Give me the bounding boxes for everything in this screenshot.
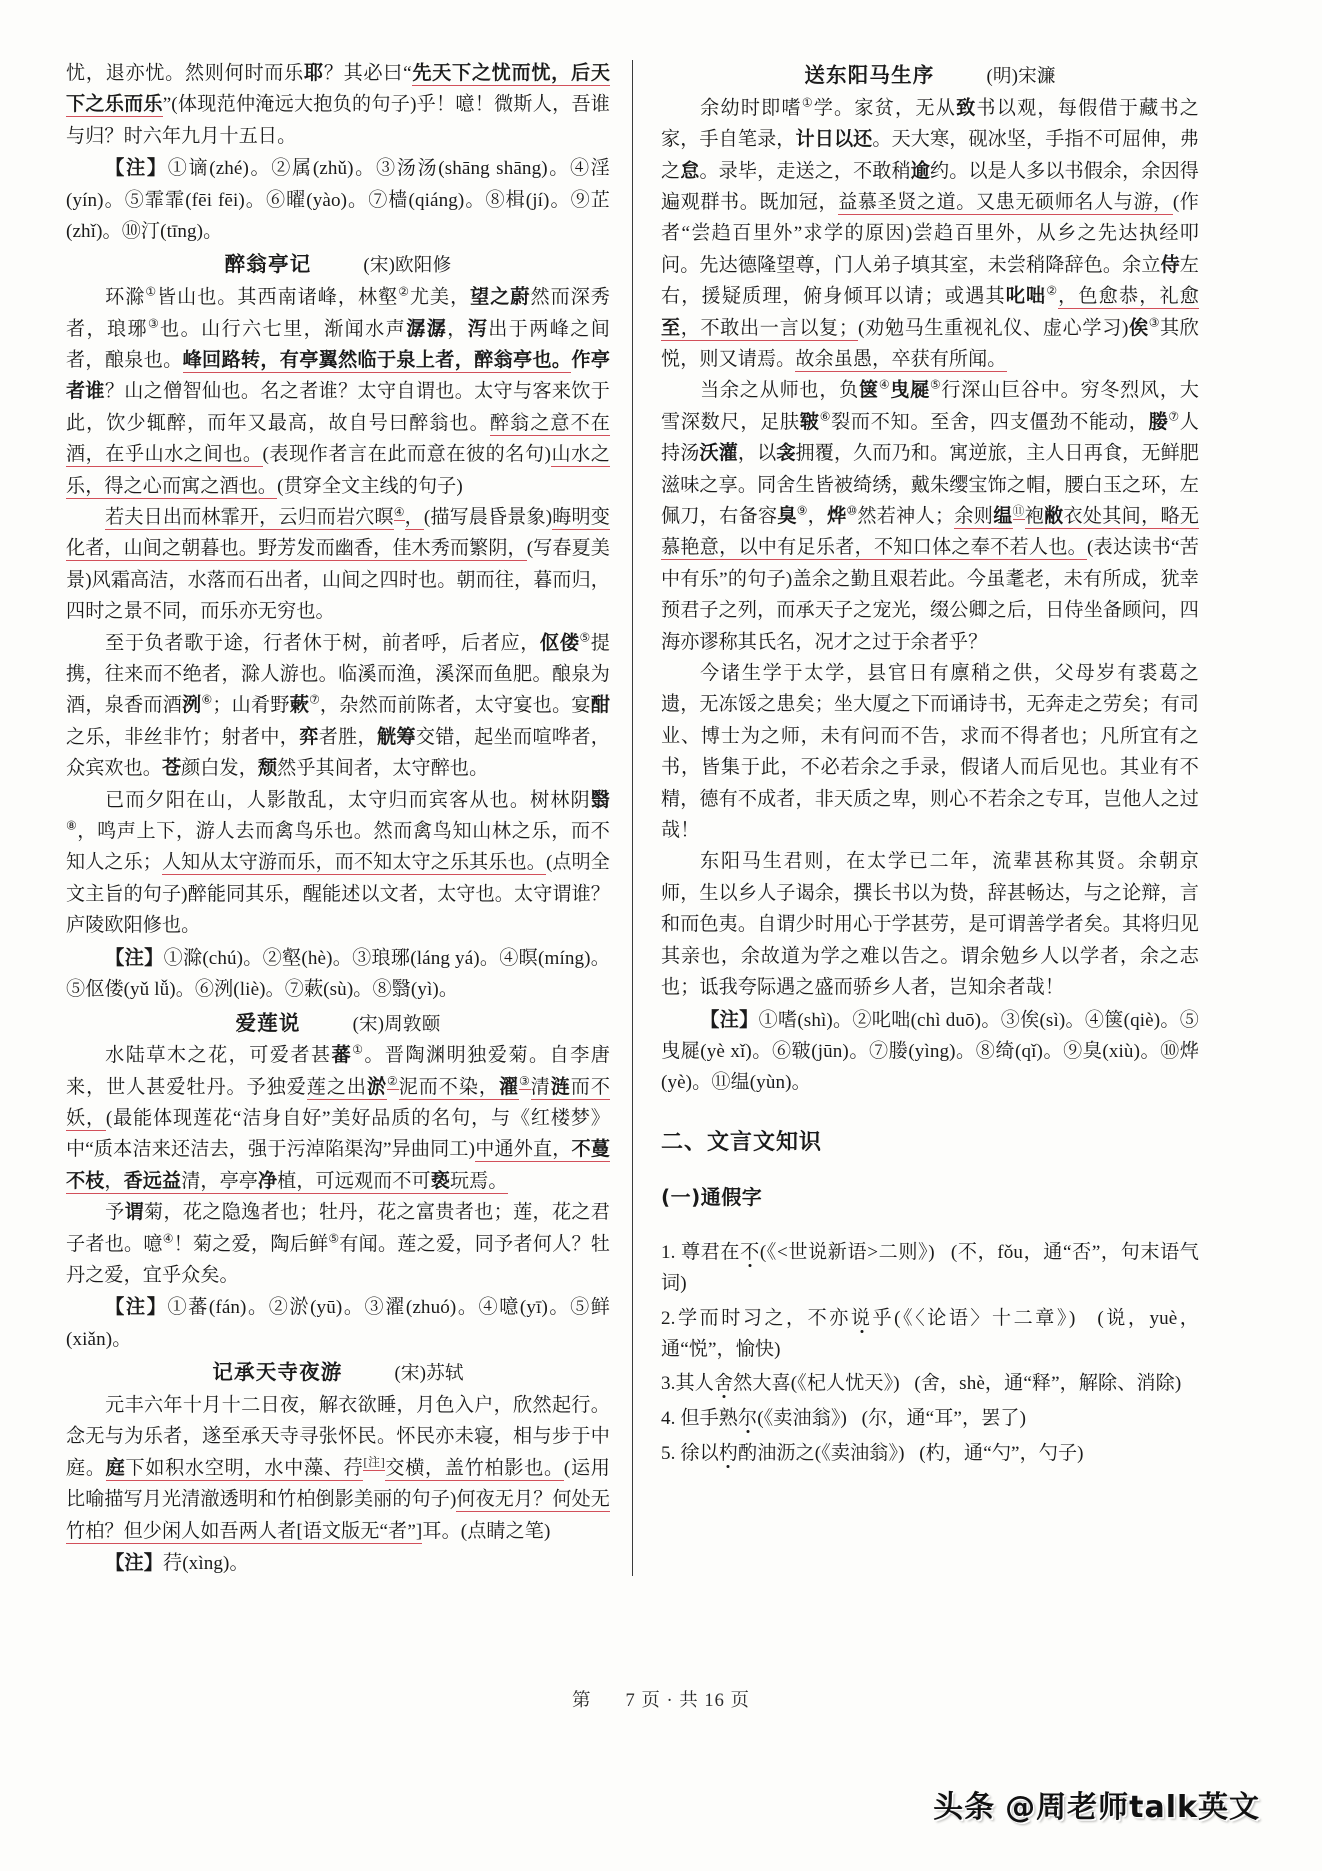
songdongyang-paragraph-1 (661, 93, 1199, 376)
dotted-char: 尔 (738, 1408, 758, 1430)
text-run: ；山肴野 (212, 695, 290, 717)
keyword: 洌 (182, 695, 202, 717)
page-footer (0, 1686, 1322, 1712)
keyword: 衾 (776, 443, 796, 465)
watermark (933, 1782, 1260, 1826)
item-number: 5. (661, 1443, 676, 1465)
note-label: 【注】 (105, 945, 164, 969)
text-run: 尊君在 (680, 1241, 741, 1263)
text-run: 徐以 (680, 1443, 719, 1465)
highlighted-quote: 泥而不染， (398, 1076, 499, 1098)
text-run: ！菊之爱，陶后鲜 (173, 1233, 329, 1255)
footnote-marker: ④ (878, 378, 891, 393)
note-text: ①蕃(fán)。②淤(yū)。③濯(zhuó)。④噫(yī)。⑤鲜(xiǎn)。 (66, 1297, 610, 1350)
highlighted-quote: 衣处其间，略无慕艳意，以中有足乐者，不知口体之奉不若人也。 (661, 506, 1200, 559)
footnote-marker: ⑤ (930, 378, 942, 393)
keyword: 逾 (910, 160, 931, 182)
text-run: 出于两峰之间者，酿泉也。 (66, 318, 611, 371)
note-text: ①滁(chú)。②壑(hè)。③琅琊(láng yá)。④暝(míng)。⑤伛偻(yǔ lǚ)。⑥洌(liè)。⑦蔌(sù)。⑧翳(yì)。 (66, 947, 610, 1001)
annotation-gloss: (劝勉马生重视礼仪、虚心学习) (858, 317, 1129, 339)
text-run: 耳。(点睛之笔) (422, 1520, 551, 1542)
text-run: 学而时习之，不亦 (675, 1307, 851, 1329)
keyword-ye: 耶 (303, 63, 324, 84)
highlighted-quote: ，色愈恭，礼愈 (1058, 286, 1199, 308)
watermark-handle: @周老师talk英文 (1005, 1790, 1260, 1825)
songdongyang-notes (661, 1004, 1199, 1099)
highlighted-quote: 下如积水空明，水中藻、荇 (125, 1457, 364, 1479)
text-run: 菊，花之隐逸者也；牡丹，花之富贵者也；莲，花之君子者也。噫 (66, 1202, 610, 1255)
footnote-marker: ① (801, 95, 814, 110)
dotted-char: 不 (740, 1241, 760, 1263)
footnote-marker: ② (1046, 283, 1059, 298)
footnote-marker: ④ (393, 504, 405, 519)
keyword: 媵 (1148, 411, 1169, 433)
highlighted-quote: 人知从太守游而乐，而不知太守之乐其乐也。 (161, 852, 546, 874)
text-run: 提携，往来而不绝者，滁人游也。临溪而渔，溪深而鱼肥。酿泉为酒，泉香而酒 (66, 632, 610, 717)
keyword: 沃灌 (699, 443, 738, 465)
source-citation: (《〈论语〉十二章》) (894, 1307, 1076, 1329)
highlighted-quote: 余则 (954, 506, 994, 527)
annotation-gloss: (最能体现莲花“洁身自好”美好品质的名句，与《红楼梦》中“质本洁来还洁去，强于污淖陷渠沟”异曲同工) (66, 1108, 610, 1161)
text-run: 环滁 (105, 287, 146, 309)
tongjiazi-item-3 (661, 1369, 1199, 1400)
text-run: (点明全文主旨的句子)醉能同其乐，醒能述以文者，太守也。太守谓谁？庐陵欧阳修也。 (66, 852, 611, 937)
text-run: ， (447, 318, 468, 340)
note-text: ①嗜(shì)。②叱咄(chì duō)。③俟(sì)。④箧(qiè)。⑤曳屣(yè xǐ)。⑥皲(jūn)。⑦媵(yìng)。⑧绮(qǐ)。⑨臭(xiù)。⑩烨(yè)。⑪缊(yùn)。 (661, 1009, 1199, 1094)
keyword: 曳屣 (890, 380, 931, 402)
footnote-marker: ⑨ (796, 503, 808, 518)
footer-unit: 页 (730, 1691, 751, 1711)
right-column (633, 58, 1199, 1474)
keyword: 净 (257, 1170, 278, 1192)
text-run: 有闻。莲之爱，同予者何人？牡丹之爱，宜乎众矣。 (66, 1233, 610, 1287)
ailianshuo-paragraph-2 (66, 1197, 610, 1291)
highlighted-quote: 醉翁之意不在酒，在乎山水之间也。 (66, 412, 610, 466)
keyword: 缊 (993, 506, 1013, 527)
keyword: 怠 (680, 160, 700, 182)
highlighted-quote: 植，可远观而不可 (277, 1170, 431, 1192)
keyword: 潺潺 (406, 318, 448, 340)
article-author: (宋)周敦颐 (352, 1013, 441, 1035)
text-run: 酌油沥之 (738, 1443, 815, 1465)
highlighted-quote: 庭 (105, 1457, 126, 1479)
footnote-marker: ⑦ (309, 693, 320, 708)
songdongyang-paragraph-3: 今诸生学于太学，县官日有廪稍之供，父母岁有裘葛之遗，无冻馁之患矣；坐大厦之下而诵诗书，无奔走之劳矣；有司业、博士为之师，未有问而不告，求而不得者也；凡所宜有之书，皆集于此，不必若余之手录，假诸人而后见也。其业有不精，德有不成者，非天质之卑，则心不若余之专耳，岂他人之过哉！ (661, 663, 1199, 842)
note-label: 【注】 (105, 1295, 168, 1319)
highlighted-quote: 清，亭亭 (181, 1170, 258, 1192)
footnote-marker: ③ (1148, 315, 1161, 330)
footnote-marker: ⑤ (328, 1231, 340, 1246)
highlighted-quote: 若夫日出而林霏开，云归而岩穴暝 (105, 507, 394, 528)
footnote-marker: ② (398, 284, 410, 299)
note-text: 荇(xìng)。 (163, 1553, 249, 1575)
highlighted-quote: 玩焉。 (449, 1170, 508, 1192)
article-title-jichengtiansi (66, 1356, 610, 1390)
text-run: 余幼时即嗜 (700, 97, 802, 119)
annotation-gloss: (运用比喻描写月光清澈透明和竹柏倒影美丽的句子) (66, 1457, 610, 1511)
text-run: 然大喜 (733, 1373, 791, 1395)
gloss-text: (不，fǒu，通“否”，句末语气词) (661, 1241, 1199, 1294)
keyword: 侍 (1160, 254, 1180, 276)
keyword: 计日以还 (795, 129, 873, 151)
subsection-heading-tongjiazi: (一)通假字 (661, 1184, 763, 1209)
text-run: 至于负者歌于途，行者休于树，前者呼，后者应， (105, 632, 540, 654)
article-author: (宋)苏轼 (394, 1363, 464, 1385)
keyword: 酣 (590, 695, 610, 717)
zuiwengting-paragraph-2 (66, 502, 610, 628)
footnote-marker: ⑦ (1168, 409, 1180, 424)
gloss-text: (尔，通“耳”，罢了) (861, 1408, 1027, 1430)
keyword: 颓 (257, 758, 278, 780)
footer-middle: 页 · 共 (641, 1691, 699, 1711)
zuiwengting-paragraph-4 (66, 785, 610, 942)
text-run: 之乐，非丝非竹；射者中， (66, 726, 300, 748)
footnote-marker: ④ (162, 1231, 174, 1246)
item-number: 2. (661, 1307, 676, 1329)
text-run: 水陆草木之花，可爱者甚 (105, 1045, 332, 1067)
text-run: 。晋陶渊明独爱菊。自李唐来，世人甚爱牡丹。予独爱 (66, 1045, 610, 1098)
footnote-marker: [注] (363, 1455, 385, 1470)
dotted-char: 杓 (718, 1443, 738, 1465)
article-author: (宋)欧阳修 (363, 255, 452, 277)
highlighted-quote: ， (104, 1170, 124, 1192)
keyword: 淤 (366, 1076, 388, 1098)
article-title: 送东阳马生序 (804, 63, 935, 87)
keyword: 箧 (859, 380, 879, 402)
highlighted-quote: 清 (530, 1076, 551, 1098)
keyword: 泻 (467, 318, 489, 340)
item-number: 3. (661, 1373, 676, 1395)
text-run: 书以观，每假借于藏书之家，手自笔录， (661, 97, 1199, 151)
text-run: (表达读书“苦中有乐”的句子)盖余之勤且艰若此。今虽耄老，未有所成，犹幸预君子之列，而承天子之宠光，缀公卿之后，日侍坐备顾问，四海亦谬称其氏名，况才之过于余者乎？ (661, 537, 1199, 653)
note-label: 【注】 (105, 1551, 164, 1575)
keyword: 觥筹 (377, 726, 416, 748)
jichengtiansi-paragraph-1 (66, 1390, 610, 1547)
keyword: 俟 (1128, 317, 1149, 339)
text-run: (写春夏美景)风霜高洁，水落而石出者，山间之四时也。朝而往，暮而归，四时之景不同，而乐亦无穷也。 (66, 538, 610, 623)
keyword: 敝 (1044, 506, 1064, 527)
highlighted-quote: 袍 (1024, 506, 1045, 527)
text-run: 已而夕阳在山，人影散乱，太守归而宾客从也。树林阴 (105, 789, 591, 811)
text-run: 左右，援疑质理，俯身倾耳以请；或遇其 (661, 254, 1199, 308)
keyword: 致 (956, 97, 977, 119)
tongjiazi-item-5 (661, 1439, 1199, 1470)
item-number: 4. (661, 1408, 676, 1430)
zuiwengting-notes (66, 942, 610, 1006)
source-citation: (《<世说新语>二则》) (759, 1241, 935, 1263)
highlighted-quote: 峰回路转，有亭翼然临于泉上者，醉翁亭也。 (182, 349, 572, 371)
highlighted-quote: 而不妖， (66, 1076, 611, 1130)
source-citation: (《卖油翁》) (757, 1408, 847, 1430)
footer-prefix: 第 (571, 1691, 592, 1711)
keyword: 伛偻 (539, 632, 580, 654)
footnote-marker: ⑧ (66, 818, 78, 833)
text-run: ？其必曰“ (323, 63, 412, 84)
text-run: 颜白发， (181, 758, 258, 780)
tongjiazi-item-4 (661, 1404, 1199, 1435)
text-run: 学。家贫，无从 (813, 97, 957, 119)
note-label: 【注】 (105, 156, 168, 180)
keyword: 蔌 (289, 695, 310, 717)
keyword: 作亭者谁 (66, 349, 611, 403)
section-heading-wenyanwen: 二、文言文知识 (661, 1129, 823, 1155)
highlighted-quote: 山水之乐，得之心而寓之酒也。 (66, 444, 611, 497)
text-run: 然乎其间者，太守醉也。 (277, 758, 489, 780)
text-run: 尤美， (409, 287, 471, 309)
text-run: 忧，退亦忧。然则何时而乐 (66, 63, 304, 84)
annotation-gloss: (描写晨昏景象) (423, 507, 553, 528)
keyword: 烨 (827, 506, 847, 527)
ailianshuo-paragraph-1 (66, 1040, 610, 1197)
keyword: 至 (661, 317, 681, 339)
footnote-marker: ③ (148, 316, 161, 331)
text-run: 但手熟 (680, 1408, 738, 1430)
text-run: ？山之僧智仙也。名之者谁？太守自谓也。太守与客来饮于此，饮少辄醉，而年又最高，故自号曰醉翁也。 (66, 381, 610, 434)
highlighted-quote: 中通外直， (475, 1139, 572, 1161)
songdongyang-paragraph-2 (661, 375, 1199, 658)
keyword: 不蔓不枝 (66, 1139, 611, 1192)
yueyanglou-tail-paragraph (66, 58, 610, 152)
highlighted-quote: 益慕圣贤之道。又患无硕师名人与游， (838, 191, 1173, 213)
zuiwengting-paragraph-3 (66, 628, 610, 785)
text-run: 人持汤 (661, 411, 1199, 465)
gloss-text: (说，yuè，通“悦”，愉快) (661, 1307, 1199, 1360)
footnote-marker: ⑥ (819, 409, 832, 424)
two-column-layout (66, 58, 1260, 1588)
text-run: ”(体现范仲淹远大抱负的句子)乎！噫！微斯人，吾谁与归？时六年九月十五日。 (66, 94, 610, 147)
keyword: 皲 (799, 411, 820, 433)
text-run: 也。山行六七里，渐闻水声 (160, 318, 407, 340)
text-run: 然而深秀者，琅琊 (66, 287, 610, 340)
highlighted-quote: 晦明变化者，山间之朝暮也。野芳发而幽香，佳木秀而繁阴， (66, 507, 610, 560)
yueyanglou-notes (66, 152, 610, 247)
text-run: 元丰六年十月十二日夜，解衣欲睡，月色入户，欣然起行。念无与为乐者，遂至承天寺寻张怀民。怀民亦未寝，相与步于中庭。 (66, 1395, 610, 1479)
songdongyang-paragraph-4: 东阳马生君则，在太学已二年，流辈甚称其贤。余朝京师，生以乡人子谒余，撰长书以为贽，辞甚畅达，与之论辩，言和而色夷。自谓少时用心于学甚劳，是可谓善学者矣。其将归见其亲也，余故道为学之难以告之。谓余勉乡人以学者，余之志也；诋我夸际遇之盛而骄乡人者，岂知余者哉！ (661, 851, 1199, 999)
annotation-gloss: (表现作者言在此而意在彼的名句) (262, 444, 552, 466)
keyword: 香远益 (123, 1170, 182, 1192)
highlighted-quote: 交横，盖竹柏影也。 (384, 1457, 564, 1479)
annotation-gloss: (贯穿全文主线的句子) (277, 475, 463, 497)
footnote-marker: ⑥ (201, 693, 213, 708)
text-run: 约。以是人多以书假余，余因得遍观群书。既加冠， (661, 160, 1199, 213)
source-citation: (《卖油翁》) (814, 1443, 905, 1465)
text-run: 皆山也。其西南诸峰，林壑 (156, 287, 399, 309)
keyword: 翳 (590, 789, 610, 811)
highlighted-quote: ，不敢出一言以复； (680, 317, 859, 339)
item-number: 1. (661, 1241, 676, 1263)
highlighted-quote: 先天下之忧而忧，后天下之乐而乐 (66, 63, 611, 116)
dotted-char: 说 (850, 1307, 873, 1329)
jichengtiansi-notes (66, 1547, 610, 1579)
footnote-marker: ③ (519, 1074, 531, 1089)
highlighted-quote: 故余虽愚，卒获有所闻。 (795, 348, 1007, 370)
text-run: 予 (105, 1202, 125, 1224)
text-run: 拥覆，久而乃和。寓逆旅，主人日再食，无鲜肥滋味之享。同舍生皆被绮绣，戴朱缨宝饰之帽，腰白玉之环，左佩刀，右备容 (661, 443, 1200, 527)
footnote-marker: ⑪ (1012, 503, 1025, 518)
text-run: 其人 (675, 1373, 714, 1395)
footnote-marker: ⑩ (846, 503, 858, 518)
text-run: 裂而不知。至舍，四支僵劲不能动， (831, 411, 1149, 433)
keyword: 亵 (430, 1170, 450, 1192)
highlighted-quote: 莲之出 (306, 1076, 367, 1098)
article-title: 记承天寺夜游 (212, 1360, 343, 1385)
keyword: 臭 (777, 506, 797, 527)
keyword: 谓 (124, 1202, 145, 1224)
text-run: 然若神人； (857, 506, 955, 527)
dotted-char: 舍 (713, 1373, 734, 1395)
text-run: 行深山巨谷中。穷冬烈风，大雪深数尺，足肤 (661, 380, 1199, 433)
footnote-marker: ② (387, 1074, 399, 1089)
text-run: 交错，起坐而喧哗者，众宾欢也。 (66, 726, 610, 780)
keyword: 叱咄 (1005, 286, 1047, 308)
text-run: 者胜， (318, 726, 377, 748)
article-title-songdongyang (661, 59, 1199, 93)
source-citation: (《杞人忧天》) (790, 1373, 900, 1395)
article-title: 醉翁亭记 (224, 252, 312, 277)
footer-total-pages: 16 (704, 1691, 725, 1711)
footnote-marker: ⑤ (579, 630, 591, 645)
zuiwengting-paragraph-1 (66, 282, 610, 502)
text-run: ，以 (737, 443, 777, 465)
text-run: 。录毕，走送之，不敢稍 (699, 160, 911, 182)
tongjiazi-item-2 (661, 1304, 1199, 1366)
keyword: 蕃 (331, 1045, 353, 1067)
text-run: 乎 (872, 1307, 895, 1329)
article-title-ailianshuo (66, 1007, 610, 1041)
note-text: ①谪(zhé)。②属(zhǔ)。③汤汤(shāng shāng)。④淫(yín)。⑤霏霏(fēi fēi)。⑥曜(yào)。⑦樯(qiáng)。⑧楫(jí)。⑨芷(zhǐ)。⑩汀(tīng)。 (66, 158, 610, 243)
keyword: 苍 (161, 758, 182, 780)
text-run: 其欣悦，则又请焉。 (661, 317, 1199, 370)
text-run: ， (404, 507, 424, 528)
text-run: 。天大寒，砚冰坚，手指不可屈伸，弗之 (661, 129, 1200, 182)
text-run: ，鸣声上下，游人去而禽鸟乐也。然而禽鸟知山林之乐，而不知人之乐； (66, 821, 610, 874)
keyword: 望之蔚 (470, 287, 531, 309)
note-label: 【注】 (700, 1007, 759, 1031)
tongjiazi-item-1 (661, 1238, 1199, 1300)
text-run: ，杂然而前陈者，太守宴也。宴 (319, 695, 591, 717)
keyword: 涟 (550, 1076, 571, 1098)
text-run: (作者“尝趋百里外”求学的原因)尝趋百里外，从乡之先达执经叩问。先达德隆望尊，门人弟子填其室，未尝稍降辞色。余立 (661, 191, 1200, 276)
watermark-brand: 头条 (933, 1790, 996, 1825)
footnote-marker: ① (145, 284, 157, 299)
text-run: 当余之从师也，负 (700, 380, 860, 402)
footer-page-number: 7 (625, 1691, 636, 1711)
keyword: 弈 (299, 726, 319, 748)
gloss-text: (舍，shè，通“释”，解除、消除) (914, 1373, 1182, 1395)
article-title: 爱莲说 (235, 1010, 301, 1035)
article-author: (明)宋濂 (986, 66, 1056, 87)
text-run: ， (807, 506, 828, 527)
article-title-zuiwengting (66, 248, 610, 282)
gloss-text: (杓，通“勺”，勺子) (919, 1443, 1084, 1465)
footnote-marker: ① (352, 1042, 365, 1057)
highlighted-quote: 何夜无月？何处无竹柏？但少闲人如吾两人者[语文版无“者”] (66, 1489, 610, 1542)
left-column (66, 58, 632, 1579)
keyword: 濯 (498, 1076, 520, 1098)
ailianshuo-notes (66, 1291, 610, 1355)
